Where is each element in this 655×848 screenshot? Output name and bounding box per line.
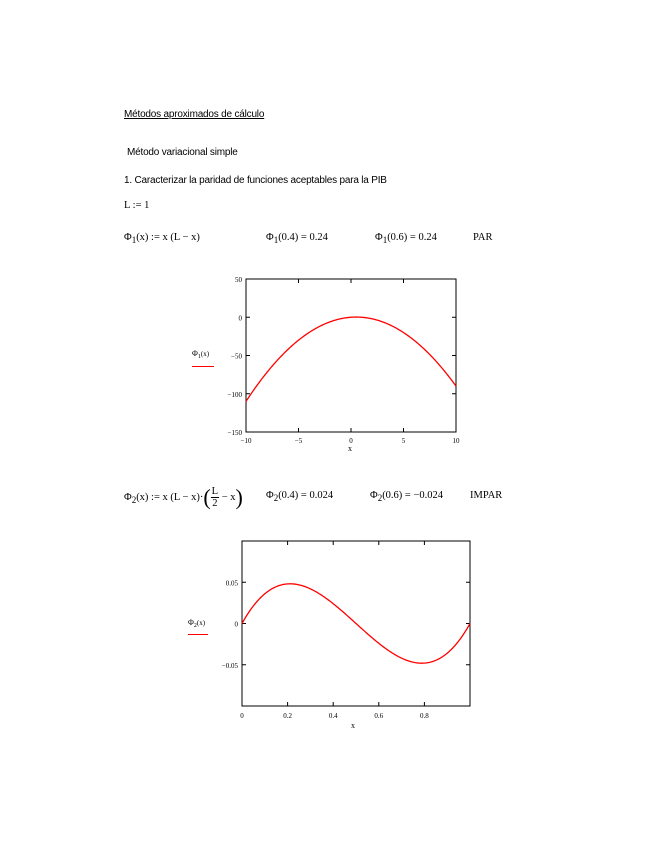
phi-subscript: 2 <box>377 493 383 503</box>
x-tick-label: 0 <box>349 437 353 445</box>
phi-subscript: 2 <box>131 495 137 505</box>
phi2-eval-04-expr: (0.4) = 0.024 <box>278 490 334 501</box>
phi-symbol: Φ <box>370 490 378 501</box>
x-tick-label: 0.8 <box>420 712 429 720</box>
y-tick-label: 0.05 <box>225 579 238 588</box>
page-heading: Métodos aproximados de cálculo <box>124 109 265 120</box>
phi-subscript: 1 <box>273 235 279 245</box>
phi2-definition <box>124 482 243 513</box>
legend-arg: (x) <box>200 350 210 358</box>
phi-subscript: 2 <box>193 623 197 629</box>
fraction-denominator: 2 <box>212 498 218 510</box>
y-tick-label: 0 <box>238 314 242 323</box>
phi-symbol: Φ <box>188 618 194 627</box>
phi1-legend-line <box>192 366 214 367</box>
phi-symbol: Φ <box>266 232 274 243</box>
phi1-eval-06 <box>375 232 437 243</box>
x-tick-label: 0.6 <box>374 712 384 720</box>
phi1-legend <box>192 349 209 358</box>
fraction-numerator: L <box>211 486 219 498</box>
phi-symbol: Φ <box>192 349 198 358</box>
phi1-plot <box>185 270 485 470</box>
phi-subscript: 1 <box>197 354 201 360</box>
x-tick-label: 0 <box>240 712 244 720</box>
phi2-legend <box>188 618 205 627</box>
section-subheading: Método variacional simple <box>127 147 238 158</box>
item-1-text: 1. Caracterizar la paridad de funciones aceptables para la PIB <box>124 175 387 186</box>
phi-symbol: Φ <box>124 232 132 243</box>
x-tick-label: 10 <box>452 437 460 445</box>
phi2-eval-06 <box>370 490 443 501</box>
fraction <box>211 486 219 509</box>
left-paren: ( <box>203 484 211 510</box>
x-tick-label: −10 <box>240 437 252 445</box>
phi2-parity: IMPAR <box>470 490 503 501</box>
legend-arg: (x) <box>196 619 206 627</box>
phi1-curve <box>246 317 456 401</box>
plot-frame <box>246 279 456 432</box>
phi-symbol: Φ <box>375 232 383 243</box>
right-paren: ) <box>235 484 243 510</box>
phi-subscript: 1 <box>382 235 388 245</box>
x-tick-label: 5 <box>401 437 406 445</box>
phi1-definition <box>124 232 200 243</box>
y-tick-label: −50 <box>231 352 242 361</box>
phi2-curve <box>242 584 470 663</box>
phi2-eval-06-expr: (0.6) = −0.024 <box>382 490 444 501</box>
definition-L: L := 1 <box>124 200 150 211</box>
phi-symbol: Φ <box>266 490 274 501</box>
x-axis-label: x <box>351 721 355 730</box>
y-tick-label: −100 <box>227 390 242 399</box>
phi1-eval-06-expr: (0.6) = 0.24 <box>387 232 437 243</box>
phi1-eval-04-expr: (0.4) = 0.24 <box>278 232 328 243</box>
x-tick-label: 0.2 <box>283 712 292 720</box>
phi1-definition-expr: (x) := x (L − x) <box>136 232 200 243</box>
phi-subscript: 2 <box>273 493 279 503</box>
y-tick-label: 0 <box>234 620 238 629</box>
phi2-definition-lhs: (x) := x (L − x)· <box>136 492 204 503</box>
x-axis-label: x <box>348 444 352 453</box>
x-tick-label: −5 <box>294 437 303 445</box>
phi1-parity: PAR <box>473 232 493 243</box>
phi2-legend-line <box>188 634 208 635</box>
phi-subscript: 1 <box>131 235 137 245</box>
phi1-eval-04 <box>266 232 328 243</box>
phi2-eval-04 <box>266 490 333 501</box>
y-tick-label: −0.05 <box>221 661 238 670</box>
y-tick-label: 50 <box>235 276 242 284</box>
y-tick-label: −150 <box>227 429 242 437</box>
fraction-rest: − x <box>221 492 236 503</box>
phi2-plot <box>185 532 485 732</box>
phi-symbol: Φ <box>124 492 132 503</box>
x-tick-label: 0.4 <box>328 712 338 720</box>
